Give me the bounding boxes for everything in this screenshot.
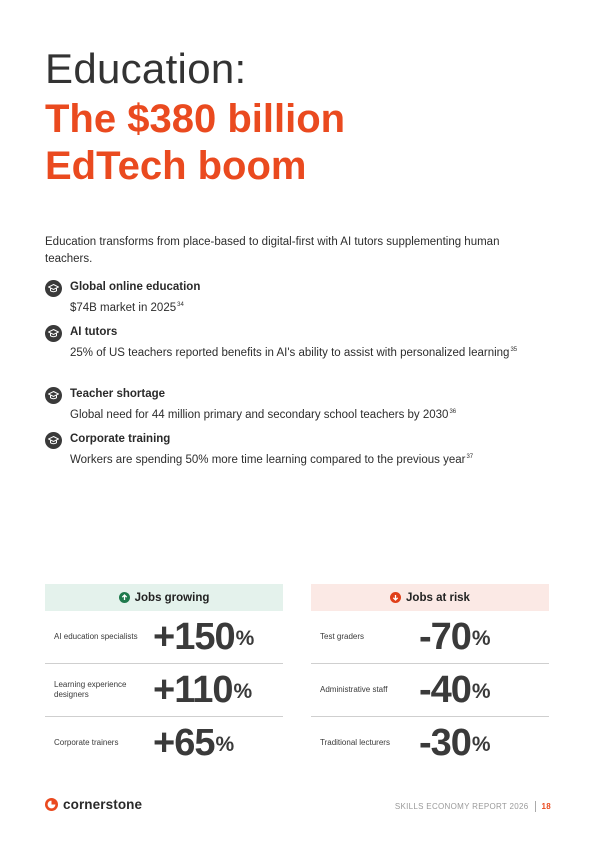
logo-wordmark: cornerstone — [63, 797, 143, 812]
arrow-up-circle-icon — [119, 592, 130, 603]
table-row — [311, 664, 549, 717]
job-change-value: -40% — [419, 669, 491, 711]
page-title-line3: EdTech boom — [45, 144, 307, 188]
page-footer — [395, 801, 551, 812]
cornerstone-logo-icon — [45, 798, 58, 811]
report-name: SKILLS ECONOMY REPORT 2026 — [394, 802, 529, 811]
job-label: Traditional lecturers — [320, 738, 390, 747]
job-label: AI education specialists — [54, 632, 138, 641]
page-number: 18 — [541, 802, 551, 811]
footnote-ref: 34 — [177, 302, 184, 308]
list-item-title: AI tutors — [70, 326, 118, 338]
job-label: Learning experience designers — [54, 680, 127, 699]
jobs-growing-header — [45, 584, 283, 611]
job-change-value: -70% — [419, 616, 491, 658]
jobs-at-risk-panel — [311, 584, 549, 769]
job-change-value: +110% — [153, 669, 253, 711]
graduation-cap-icon — [45, 387, 62, 404]
list-item-title: Global online education — [70, 281, 201, 293]
cornerstone-logo — [45, 797, 142, 812]
footnote-ref: 35 — [510, 347, 518, 353]
footnote-ref: 36 — [449, 409, 457, 415]
list-item-text: Global need for 44 million primary and secondary school teachers by 2030$^{36}$ — [70, 408, 457, 421]
footer-divider — [535, 801, 536, 812]
jobs-at-risk-header — [311, 584, 549, 611]
arrow-down-circle-icon — [390, 592, 401, 603]
table-row — [45, 717, 283, 769]
list-item-title: Teacher shortage — [70, 388, 166, 400]
list-item-text: $74B market in 2025$^{34}$ — [70, 301, 184, 314]
job-label: Corporate trainers — [54, 738, 119, 747]
jobs-growing-panel — [45, 584, 283, 769]
job-change-value: +65% — [153, 722, 235, 764]
graduation-cap-icon — [45, 432, 62, 449]
jobs-at-risk-title: Jobs at risk — [406, 591, 470, 604]
job-change-value: +150% — [153, 616, 255, 658]
graduation-cap-icon — [45, 325, 62, 342]
footnote-ref: 37 — [466, 454, 474, 460]
list-item-title: Corporate training — [70, 433, 171, 445]
table-row — [311, 717, 549, 769]
job-label: Test graders — [320, 632, 365, 641]
page-title-line2: The $380 billion — [45, 97, 346, 141]
list-item-text: 25% of US teachers reported benefits in AI's ability to assist with personalized learning$^{35}$ — [70, 346, 518, 359]
list-item-text: Workers are spending 50% more time learning compared to the previous year$^{37}$ — [70, 453, 474, 466]
table-row — [311, 611, 549, 664]
jobs-growing-title: Jobs growing — [134, 591, 210, 604]
page-title-line1: Education: — [45, 45, 247, 92]
page-title-highlight — [45, 96, 345, 190]
intro-paragraph: Education transforms from place-based to digital-first with AI tutors supplementing human teachers. — [45, 236, 500, 265]
job-change-value: -30% — [419, 722, 491, 764]
table-row — [45, 611, 283, 664]
table-row — [45, 664, 283, 717]
job-label: Administrative staff — [320, 685, 388, 694]
graduation-cap-icon — [45, 280, 62, 297]
